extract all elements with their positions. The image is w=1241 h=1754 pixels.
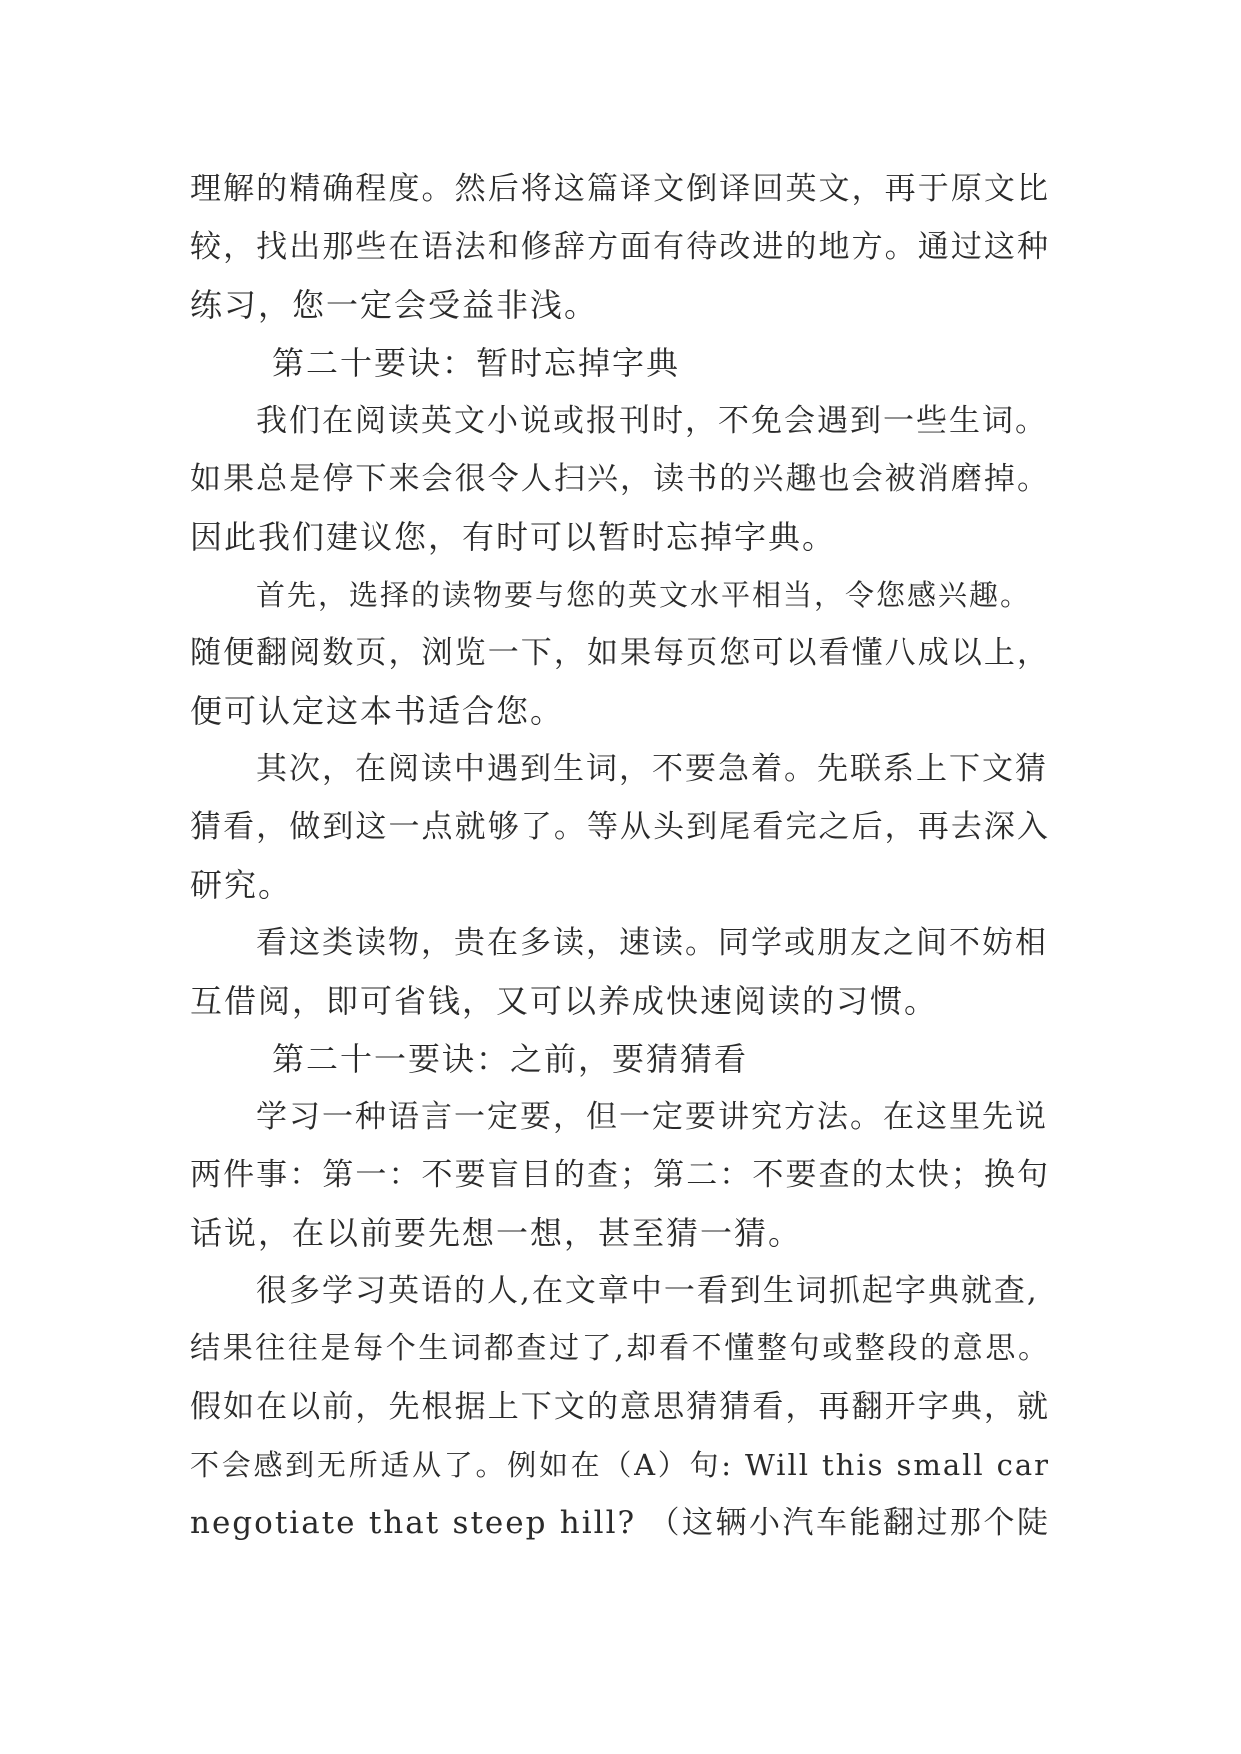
text-line: 两件事：第一：不要盲目的查；第二：不要查的太快；换句	[190, 1157, 1050, 1193]
text-line: 如果总是停下来会很令人扫兴，读书的兴趣也会被消磨掉。	[190, 461, 1050, 497]
text-line: 理解的精确程度。然后将这篇译文倒译回英文，再于原文比	[190, 171, 1050, 207]
text-line: 结果往往是每个生词都查过了,却看不懂整句或整段的意思。	[190, 1331, 1050, 1366]
text-line: 不会感到无所适从了。例如在（A）句: Will this small car	[190, 1448, 1050, 1482]
text-line: 我们在阅读英文小说或报刊时，不免会遇到一些生词。	[256, 403, 1048, 439]
text-line: 随便翻阅数页，浏览一下，如果每页您可以看懂八成以上，	[190, 635, 1050, 671]
section-heading: 第二十要诀：暂时忘掉字典	[272, 344, 681, 382]
text-line: 话说，在以前要先想一想，甚至猜一猜。	[190, 1214, 803, 1252]
text-line: 研究。	[190, 866, 293, 904]
text-line: 其次，在阅读中遇到生词，不要急着。先联系上下文猜	[256, 751, 1048, 787]
text-line: 便可认定这本书适合您。	[190, 692, 565, 730]
body-text	[190, 160, 1050, 1552]
text-line: 看这类读物，贵在多读，速读。同学或朋友之间不妨相	[256, 925, 1048, 961]
text-line: 学习一种语言一定要，但一定要讲究方法。在这里先说	[256, 1099, 1048, 1135]
text-line: 假如在以前，先根据上下文的意思猜猜看，再翻开字典，就	[190, 1389, 1050, 1425]
text-line: negotiate that steep hill? （这辆小汽车能翻过那个陡	[190, 1505, 1050, 1541]
text-line: 较，找出那些在语法和修辞方面有待改进的地方。通过这种	[190, 229, 1050, 265]
text-line: 首先，选择的读物要与您的英文水平相当，令您感兴趣。	[256, 578, 1032, 612]
text-line: 互借阅，即可省钱，又可以养成快速阅读的习惯。	[190, 982, 939, 1020]
text-line: 很多学习英语的人,在文章中一看到生词抓起字典就查,	[256, 1273, 1039, 1309]
text-line: 因此我们建议您，有时可以暂时忘掉字典。	[190, 518, 837, 556]
section-heading: 第二十一要诀：之前，要猜猜看	[272, 1040, 749, 1078]
text-line: 猜看，做到这一点就够了。等从头到尾看完之后，再去深入	[190, 809, 1050, 845]
text-line: 练习，您一定会受益非浅。	[190, 286, 599, 324]
